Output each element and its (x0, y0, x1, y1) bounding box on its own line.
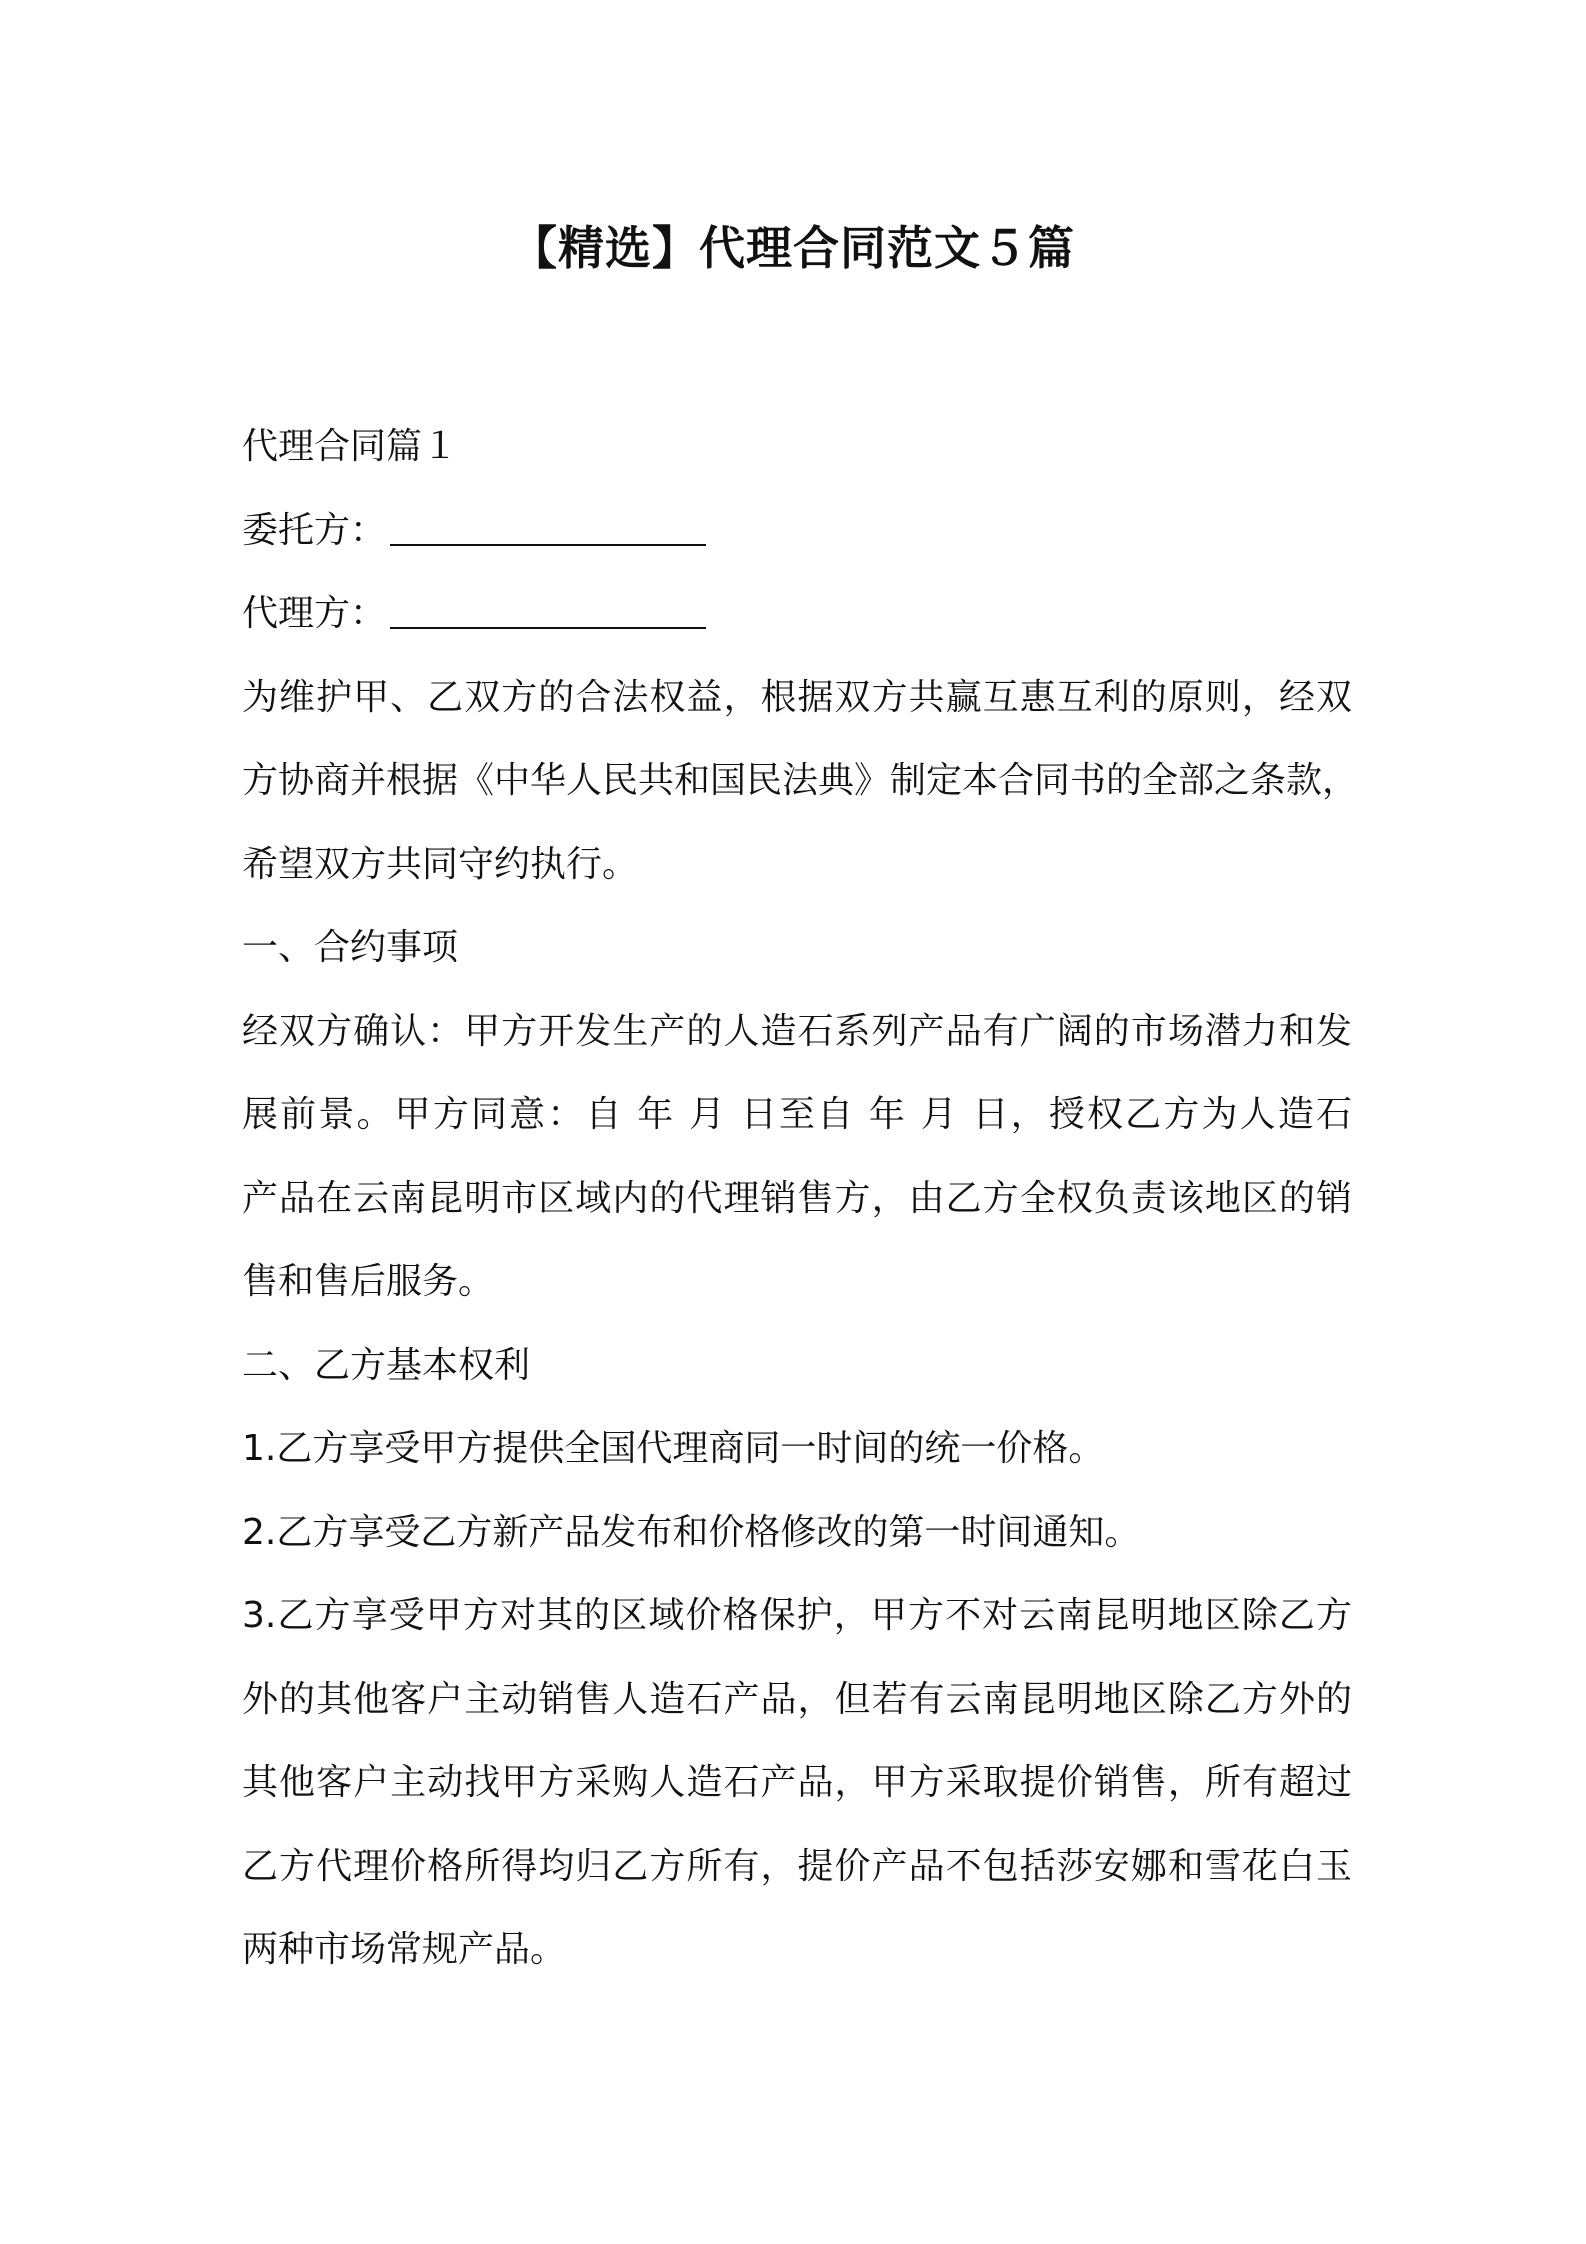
document-title: 【精选】代理合同范文５篇 (511, 221, 1075, 275)
party-b-line (242, 572, 1352, 656)
party-b-blank (390, 601, 706, 629)
intro-line: 为维护甲、乙双方的合法权益，根据双方共赢互惠互利的原则，经双 (242, 676, 1352, 718)
heading-basic-rights: 二、乙方基本权利 (242, 1344, 531, 1386)
party-a-blank (390, 518, 706, 546)
rights-item-3-line: 其他客户主动找甲方采购人造石产品，甲方采取提价销售，所有超过 (242, 1762, 1352, 1803)
rights-item-1: 1.乙方享受甲方提供全国代理商同一时间的统一价格。 (242, 1428, 1105, 1469)
clause-1-line: 产品在云南昆明市区域内的代理销售方，由乙方全权负责该地区的销 (242, 1177, 1352, 1219)
heading-contract-matters: 一、合约事项 (242, 927, 459, 968)
intro-line: 方协商并根据《中华人民共和国民法典》制定本合同书的全部之条款， (242, 760, 1359, 801)
rights-item-2: 2.乙方享受乙方新产品发布和价格修改的第一时间通知。 (242, 1511, 1141, 1553)
intro-paragraph (242, 656, 1359, 907)
clause-1-line: 经双方确认：甲方开发生产的人造石系列产品有广阔的市场潜力和发 (242, 1010, 1352, 1052)
clause-1-line: 展前景。甲方同意：自 年 月 日至自 年 月 日，授权乙方为人造石 (242, 1094, 1352, 1135)
party-a-label: 委托方： (242, 509, 387, 551)
rights-item-3-line: 乙方代理价格所得均归乙方所有，提价产品不包括莎安娜和雪花白玉 (242, 1845, 1352, 1887)
document-body (242, 405, 1359, 1992)
party-a-line (242, 489, 1352, 573)
clause-1-paragraph (242, 990, 1352, 1324)
rights-item-3-line: 两种市场常规产品。 (242, 1929, 567, 1970)
rights-item-3-line: 3.乙方享受甲方对其的区域价格保护，甲方不对云南昆明地区除乙方 (242, 1595, 1352, 1636)
section-title: 代理合同篇１ (242, 426, 459, 467)
intro-line: 希望双方共同守约执行。 (242, 843, 639, 885)
party-b-label: 代理方： (242, 593, 387, 634)
rights-item-3-line: 外的其他客户主动销售人造石产品，但若有云南昆明地区除乙方外的 (242, 1678, 1352, 1720)
clause-1-line: 售和售后服务。 (242, 1261, 495, 1302)
rights-item-3 (242, 1574, 1352, 1992)
